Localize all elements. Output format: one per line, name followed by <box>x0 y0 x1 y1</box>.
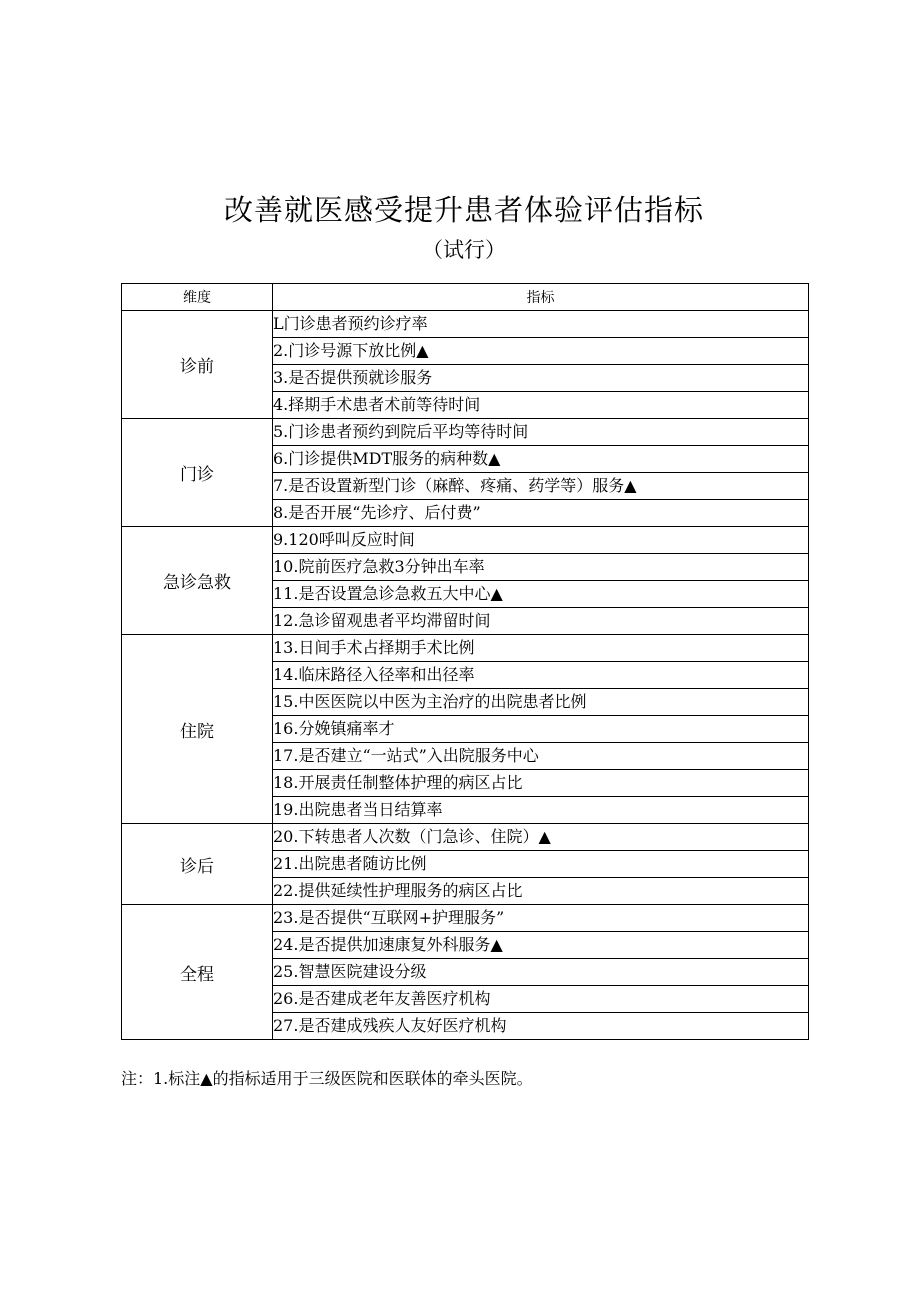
indicator-cell: 10.院前医疗急救3分钟出车率 <box>273 554 809 581</box>
indicator-cell: 20.下转患者人次数（门急诊、住院）▲ <box>273 824 809 851</box>
indicator-cell: 27.是否建成残疾人友好医疗机构 <box>273 1013 809 1040</box>
indicator-cell: 23.是否提供“互联网+护理服务” <box>273 905 809 932</box>
header-dimension: 维度 <box>122 284 273 311</box>
indicator-cell: 14.临床路径入径率和出径率 <box>273 662 809 689</box>
table-row <box>122 527 809 554</box>
indicator-cell: 13.日间手术占择期手术比例 <box>273 635 809 662</box>
table-row <box>122 311 809 338</box>
table-row <box>122 824 809 851</box>
header-indicator: 指标 <box>273 284 809 311</box>
indicator-cell: 16.分娩镇痛率才 <box>273 716 809 743</box>
dimension-cell: 门诊 <box>122 419 273 527</box>
indicator-cell: 21.出院患者随访比例 <box>273 851 809 878</box>
dimension-cell: 诊后 <box>122 824 273 905</box>
table-row <box>122 635 809 662</box>
indicator-cell: 2.门诊号源下放比例▲ <box>273 338 809 365</box>
table-row <box>122 419 809 446</box>
indicator-cell: 4.择期手术患者术前等待时间 <box>273 392 809 419</box>
table-header-row <box>122 284 809 311</box>
dimension-cell: 急诊急救 <box>122 527 273 635</box>
indicator-table <box>121 283 809 1040</box>
indicator-cell: 5.门诊患者预约到院后平均等待时间 <box>273 419 809 446</box>
table-row <box>122 905 809 932</box>
indicator-cell: 15.中医医院以中医为主治疗的出院患者比例 <box>273 689 809 716</box>
dimension-cell: 诊前 <box>122 311 273 419</box>
dimension-cell: 全程 <box>122 905 273 1040</box>
indicator-cell: 8.是否开展“先诊疗、后付费” <box>273 500 809 527</box>
footnote: 注：1.标注▲的指标适用于三级医院和医联体的牵头医院。 <box>121 1069 533 1088</box>
document-subtitle: （试行） <box>422 238 506 262</box>
indicator-cell: 17.是否建立“一站式”入出院服务中心 <box>273 743 809 770</box>
indicator-cell: 19.出院患者当日结算率 <box>273 797 809 824</box>
indicator-cell: 25.智慧医院建设分级 <box>273 959 809 986</box>
document-title: 改善就医感受提升患者体验评估指标 <box>223 193 704 227</box>
indicator-cell: 18.开展责任制整体护理的病区占比 <box>273 770 809 797</box>
dimension-cell: 住院 <box>122 635 273 824</box>
indicator-cell: 11.是否设置急诊急救五大中心▲ <box>273 581 809 608</box>
indicator-cell: 3.是否提供预就诊服务 <box>273 365 809 392</box>
indicator-cell: 6.门诊提供MDT服务的病种数▲ <box>273 446 809 473</box>
indicator-cell: 26.是否建成老年友善医疗机构 <box>273 986 809 1013</box>
indicator-cell: 9.120呼叫反应时间 <box>273 527 809 554</box>
indicator-cell: L门诊患者预约诊疗率 <box>273 311 809 338</box>
indicator-cell: 12.急诊留观患者平均滞留时间 <box>273 608 809 635</box>
indicator-cell: 7.是否设置新型门诊（麻醉、疼痛、药学等）服务▲ <box>273 473 809 500</box>
indicator-cell: 24.是否提供加速康复外科服务▲ <box>273 932 809 959</box>
indicator-cell: 22.提供延续性护理服务的病区占比 <box>273 878 809 905</box>
